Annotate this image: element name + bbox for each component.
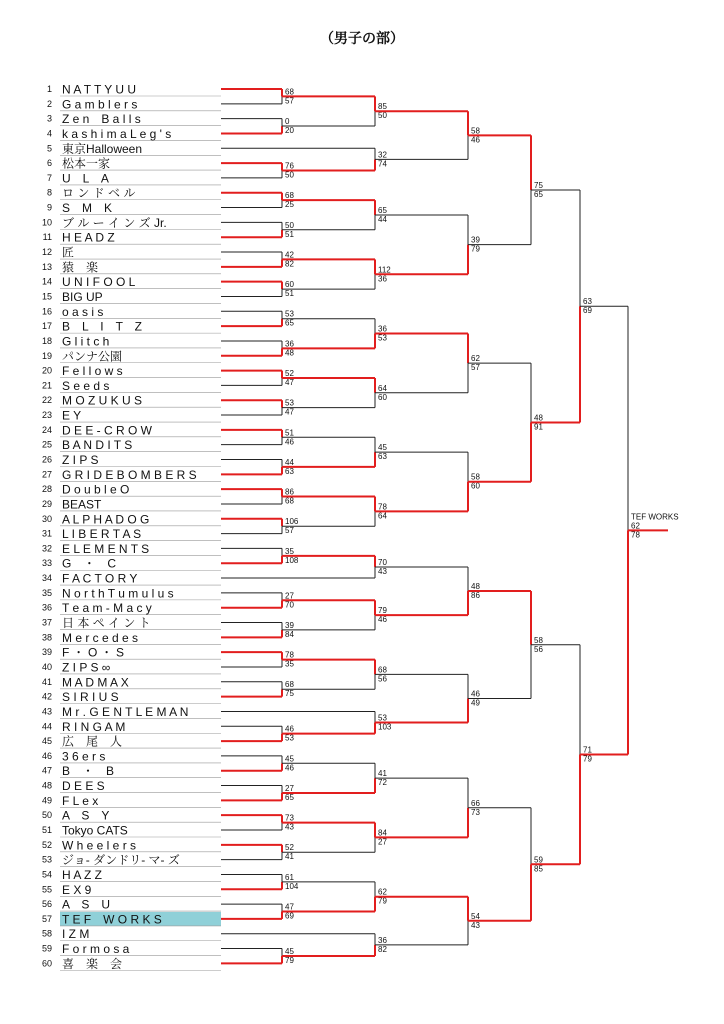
score-label: 50 [285,170,294,180]
score-label: 61 [285,872,294,882]
team-number: 36 [41,602,52,613]
score-label: 68 [285,191,294,201]
team-number: 23 [41,410,52,421]
team-number: 26 [41,454,52,465]
team-number: 50 [41,810,52,821]
team-number: 17 [41,321,52,332]
score-label: 45 [378,443,387,453]
score-label: 73 [471,807,480,817]
team-name: T E F W O R K S [62,912,162,927]
score-label: 112 [378,265,391,275]
team-name: Z I P S ∞ [62,660,111,675]
team-name: 匠 [62,245,75,260]
score-label: 41 [285,852,294,862]
score-label: 39 [285,620,294,630]
score-label: 103 [378,722,392,732]
team-number: 18 [41,335,52,346]
team-name: A L P H A D O G [62,512,150,527]
team-number: 40 [41,661,52,672]
team-number: 44 [41,721,52,732]
team-number: 6 [46,158,52,169]
score-label: 106 [285,517,299,527]
team-number: 12 [41,247,52,258]
score-label: 47 [285,377,294,387]
score-label: 79 [583,754,592,764]
team-name: F e l l o w s [62,364,123,379]
team-number: 52 [41,839,52,850]
team-number: 25 [41,439,52,450]
team-name: F ・ O ・ S [62,645,125,660]
score-label: 54 [471,911,480,921]
team-number: 49 [41,795,52,806]
score-label: 65 [285,318,294,328]
score-label: 62 [471,354,480,364]
score-label: 69 [583,306,592,316]
score-label: 85 [534,864,543,874]
team-number: 1 [46,84,52,94]
team-number: 57 [41,913,52,924]
score-label: 82 [285,259,294,269]
team-number: 43 [41,706,52,717]
team-name: 松本一家 [62,156,111,171]
score-label: 36 [285,339,294,349]
page-title: （男子の部） [320,31,404,47]
score-label: 56 [534,644,543,654]
team-number: 20 [41,365,52,376]
score-label: 91 [534,422,543,432]
team-number: 46 [41,750,52,761]
team-name: E L E M E N T S [62,541,150,556]
score-label: 82 [378,944,387,954]
team-number: 8 [46,187,52,198]
team-number: 14 [41,276,52,287]
team-name: M r . G E N T L E M A N [62,704,189,719]
team-number: 54 [41,869,52,880]
team-number: 22 [41,395,52,406]
score-label: 57 [285,96,294,106]
score-label: 65 [378,205,387,215]
team-number: 39 [41,647,52,658]
team-name: B A N D I T S [62,438,133,453]
score-label: 69 [285,911,294,921]
team-number: 41 [41,676,52,687]
team-number: 5 [46,143,52,154]
score-label: 74 [378,159,387,169]
team-number: 9 [46,202,52,213]
team-name: L I B E R T A S [62,527,142,542]
score-label: 48 [285,348,294,358]
score-label: 45 [285,754,294,764]
team-name: F L e x [62,793,99,808]
score-label: 78 [378,502,387,512]
score-label: 75 [534,180,543,190]
score-label: 71 [583,745,592,755]
score-label: 63 [583,297,592,307]
score-label: 36 [378,324,387,334]
score-label: 86 [285,487,294,497]
team-name: M A D M A X [62,675,129,690]
score-label: 27 [285,591,294,601]
team-number: 34 [41,573,52,584]
team-name: B L I T Z [62,319,143,334]
score-label: 76 [285,161,294,171]
score-label: 46 [285,724,294,734]
score-label: 62 [378,887,387,897]
team-number: 24 [41,424,52,435]
team-number: 11 [42,232,52,243]
team-name: Tokyo CATS [62,823,128,838]
team-name: B ・ B [62,764,115,779]
team-name: D o u b l e O [62,482,130,497]
team-number: 21 [41,380,52,391]
score-label: 64 [378,383,387,393]
score-label: 46 [378,615,387,625]
team-name: M e r c e d e s [62,630,139,645]
score-label: 53 [285,398,294,408]
team-number: 55 [41,884,52,895]
score-label: 84 [285,629,294,639]
team-name: G ・ C [62,556,117,571]
team-number: 59 [41,943,52,954]
team-number: 31 [41,528,52,539]
score-label: 35 [285,659,294,669]
score-label: 68 [285,680,294,690]
team-number: 30 [41,513,52,524]
score-label: 68 [378,665,387,675]
score-label: 75 [285,689,294,699]
team-name: 猿 楽 [62,260,99,275]
team-name: 日 本 ペ イ ン ト [62,616,151,631]
score-label: 66 [471,798,480,808]
team-number: 4 [46,128,52,139]
score-label: 62 [631,521,640,531]
score-label: 58 [471,472,480,482]
score-label: 49 [471,698,480,708]
score-label: 65 [285,792,294,802]
team-name: Z I P S [62,453,99,467]
team-name: U L A [62,171,109,186]
score-label: 46 [471,135,480,145]
team-number: 13 [41,261,52,272]
score-label: 52 [285,368,294,378]
team-number: 29 [41,498,52,509]
score-label: 47 [285,902,294,912]
team-name: ジョ- ダンドリ- マ- ズ [62,853,180,868]
score-label: 58 [471,126,480,136]
team-name: BEAST [62,497,102,512]
team-number: 10 [41,217,52,228]
score-label: 53 [285,733,294,743]
team-number: 51 [41,825,52,835]
team-number: 48 [41,780,52,791]
score-label: 35 [285,546,294,556]
team-name: ロ ン ド ベ ル [62,186,136,201]
team-number: 33 [41,558,52,569]
team-name: パンナ公園 [62,349,123,364]
team-name: G l i t c h [62,334,110,349]
score-label: 39 [471,235,480,245]
team-number: 15 [41,291,52,302]
team-number: 42 [41,691,52,702]
team-number: 56 [41,899,52,910]
team-number: 45 [41,736,52,747]
score-label: 57 [285,526,294,536]
score-label: 57 [471,363,480,373]
score-label: 72 [378,778,387,788]
team-name: 東京Halloween [62,141,143,156]
score-label: 52 [285,843,294,853]
score-label: 63 [378,452,387,462]
team-name: U N I F O O L [62,275,136,290]
team-name: ブ ル ー イ ン ズ Jr. [62,215,167,230]
score-label: 36 [378,935,387,945]
score-label: 53 [378,333,387,343]
score-label: 86 [471,591,480,601]
score-label: 45 [285,946,294,956]
score-label: 43 [378,566,387,576]
score-label: 48 [471,582,480,592]
team-number: 53 [41,854,52,865]
score-label: 41 [378,769,387,779]
champion-name: TEF WORKS [631,512,679,522]
team-number: 35 [41,587,52,598]
team-name: H A Z Z [62,867,103,882]
team-name: D E E - C R O W [62,423,152,438]
team-number: 19 [41,350,52,361]
team-name: S e e d s [62,378,110,393]
team-number: 47 [41,765,52,776]
score-label: 68 [285,496,294,506]
team-name: k a s h i m a L e g ' s [62,126,172,141]
score-label: 25 [285,200,294,210]
score-label: 46 [471,689,480,699]
team-name: BIG UP [62,289,103,304]
score-label: 84 [378,828,387,838]
score-label: 104 [285,881,299,891]
team-name: S I R I U S [62,690,119,705]
score-label: 56 [378,674,387,684]
score-label: 59 [534,855,543,865]
team-number: 16 [41,306,52,317]
score-label: 42 [285,250,294,260]
team-name: W h e e l e r s [62,838,137,853]
score-label: 63 [285,466,294,476]
score-label: 79 [378,896,387,906]
team-name: N A T T Y U U [62,82,137,97]
team-name: S M K [62,201,113,216]
team-name: 3 6 e r s [62,749,106,764]
team-number: 60 [41,958,52,969]
score-label: 79 [471,244,480,254]
team-name: F A C T O R Y [62,571,138,586]
team-name: M O Z U K U S [62,393,143,408]
team-name: R I N G A M [62,719,126,734]
team-name: N o r t h T u m u l u s [62,586,174,601]
team-name: G R I D E B O M B E R S [62,467,197,482]
score-label: 53 [285,309,294,319]
team-name: o a s i s [62,304,104,319]
score-label: 44 [378,214,387,224]
score-label: 43 [285,822,294,832]
score-label: 58 [534,635,543,645]
score-label: 51 [285,428,294,438]
score-label: 64 [378,511,387,521]
score-label: 27 [378,837,387,847]
score-label: 78 [631,530,640,540]
score-label: 70 [378,557,387,567]
score-label: 51 [285,229,294,239]
team-name: Z e n B a l l s [62,112,141,127]
score-label: 0 [285,117,290,127]
score-label: 79 [378,606,387,616]
team-number: 28 [41,484,52,495]
team-name: 広 尾 人 [62,734,123,749]
score-label: 60 [285,280,294,290]
score-label: 32 [378,150,387,160]
score-label: 60 [471,481,480,491]
team-name: A S Y [62,808,110,823]
score-label: 108 [285,555,299,565]
score-label: 70 [285,600,294,610]
score-label: 60 [378,392,387,402]
team-name: E X 9 [62,882,92,897]
score-label: 78 [285,650,294,660]
team-name: D E E S [62,779,105,794]
team-name: G a m b l e r s [62,97,138,112]
score-label: 73 [285,813,294,823]
score-label: 79 [285,955,294,965]
score-label: 27 [285,783,294,793]
team-name: T e a m - M a c y [62,601,152,616]
team-name: A S U [62,897,111,912]
team-name: 喜 楽 会 [62,956,123,971]
team-number: 58 [41,928,52,939]
team-number: 7 [46,172,52,183]
team-number: 32 [41,543,52,554]
score-label: 65 [534,189,543,199]
team-name: E Y [62,408,82,423]
score-label: 36 [378,274,387,284]
score-label: 20 [285,126,294,136]
team-number: 27 [41,469,52,480]
score-label: 47 [285,407,294,417]
score-label: 44 [285,457,294,467]
score-label: 46 [285,763,294,773]
team-name: F o r m o s a [62,942,130,957]
team-name: I Z M [62,927,90,942]
team-name: H E A D Z [62,230,115,245]
score-label: 51 [285,289,294,299]
team-number: 2 [46,98,52,109]
score-label: 53 [378,713,387,723]
score-label: 46 [285,437,294,447]
team-number: 3 [46,113,52,124]
score-label: 85 [378,102,387,112]
score-label: 50 [285,220,294,230]
score-label: 43 [471,920,480,930]
team-number: 37 [41,617,52,628]
score-label: 50 [378,111,387,121]
team-number: 38 [41,632,52,643]
score-label: 68 [285,87,294,97]
score-label: 48 [534,413,543,423]
